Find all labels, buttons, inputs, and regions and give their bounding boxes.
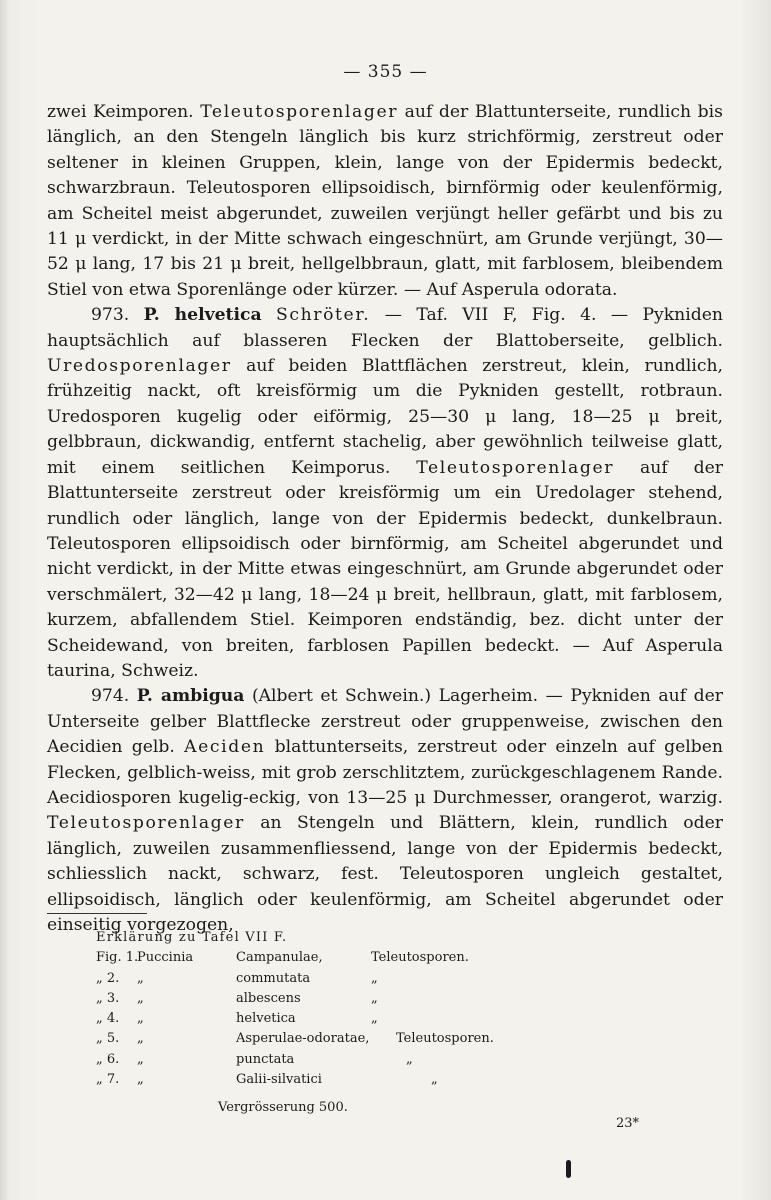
legend-fig: „ 6. (96, 1051, 120, 1067)
legend-fig: „ 2. (96, 970, 120, 986)
legend-species: Campanulae, (236, 950, 323, 966)
legend-genus: „ (137, 1051, 144, 1067)
legend-row (96, 1050, 616, 1070)
legend-genus: „ (137, 1031, 144, 1047)
legend-fig: „ 4. (96, 1011, 120, 1027)
spaced-term: Uredosporenlager (47, 356, 232, 377)
legend-genus: Puccinia (137, 950, 194, 966)
text-run: auf beiden Blattflächen zerstreut, klein, rundlich, frühzeitig nackt, oft kreisförmig um die Pykniden gestellt, rotbraun. Uredosporen kugelig oder eiförmig, 25—30 μ lang, 18—25 μ breit, gelbbraun, dickwandig, entfernt stachelig, aber gewöhnlich teilweise glatt, mit einem seitlichen Keimporus. (47, 356, 723, 478)
legend-species: Asperulae-odoratae, (236, 1031, 370, 1047)
legend-fig: „ 3. (96, 990, 120, 1006)
legend-fig: Fig. 1. (96, 950, 139, 966)
text-run: zwei Keimporen. (47, 102, 201, 122)
text-run: auf der Blattunterseite zerstreut oder kreisförmig um ein Uredolager stehend, rundlich oder länglich, lange von der Epidermis bedeckt, dunkelbraun. Teleutosporen ellipsoidisch oder birnförmig, am Scheitel abgerundet und nicht verdickt, in der Mitte etwas eingeschnürt, am Grunde abgerundet oder verschmälert, 32—42 μ lang, 18—24 μ breit, hellbraun, glatt, mit farblosem, kurzem, abfallendem Stiel. Keimporen endständig, bez. dicht unter der Scheidewand, von breiten, farblosen Papillen bedeckt. — Auf Asperula taurina, Schweiz. (47, 457, 723, 681)
legend-title: Erklärung zu Tafel VII F. (96, 930, 288, 945)
spaced-term: Teleutosporenlager (416, 457, 615, 478)
legend-genus: „ (137, 990, 144, 1006)
legend-note: Teleutosporen. (396, 1031, 494, 1047)
legend-species: Galii-silvatici (236, 1072, 322, 1088)
legend-species: albescens (236, 990, 301, 1006)
text-run (262, 305, 276, 325)
text-run: 974. (91, 686, 137, 707)
legend-fig: „ 5. (96, 1031, 120, 1047)
text-run: auf der Blattunterseite, rundlich bis länglich, an den Stengeln länglich bis kurz strichförmig, zerstreut oder seltener in kleinen Gruppen, klein, lange von der Epidermis bedeckt, schwarzbraun. Teleutosporen ellipsoidisch, birnförmig oder keulenförmig, am Scheitel meist abgerundet, zuweilen verjüngt heller gefärbt und bis zu 11 μ verdickt, in der Mitte schwach eingeschnürt, am Grunde verjüngt, 30—52 μ lang, 17 bis 21 μ breit, hellgelbbraun, glatt, mit farblosem, bleibendem Stiel von etwa Sporenlänge oder kürzer. — Auf Asperula odorata. (47, 102, 724, 300)
spaced-term: Schröter. (276, 305, 371, 326)
legend-note: Teleutosporen. (371, 950, 469, 966)
ink-blot (566, 1160, 571, 1178)
legend-genus: „ (137, 1072, 144, 1088)
species-name: P. helvetica (143, 305, 262, 326)
legend-fig: „ 7. (96, 1072, 120, 1088)
plate-legend (96, 928, 616, 1090)
legend-row (96, 1029, 616, 1049)
spaced-term: Aeciden (184, 737, 266, 758)
paragraph-973-helvetica (47, 303, 723, 684)
spaced-term: Teleutosporenlager (200, 102, 399, 122)
legend-note: „ (431, 1072, 438, 1088)
text-run: (Albert et Schwein.) Lagerheim. — Pykniden auf der Unterseite gelber Blattflecke zerstreut oder gruppenweise, zwischen den Aecidien gelb. (47, 686, 723, 758)
footnote-rule (47, 913, 147, 914)
paragraph-continuation (47, 100, 723, 303)
spaced-term: Teleutosporenlager (47, 813, 245, 834)
legend-note: „ (371, 1011, 378, 1027)
legend-note: „ (371, 990, 378, 1006)
legend-note: „ (406, 1051, 413, 1067)
text-run: 973. (91, 305, 144, 326)
text-run: an Stengeln und Blättern, klein, rundlich oder länglich, zuweilen zusammenfliessend, lange von der Epidermis bedeckt, schliesslich nackt, schwarz, fest. Teleutosporen ungleich gestaltet, ellipsoidisch, länglich oder keulenförmig, am Scheitel abgerundet oder einseitig vorgezogen, (47, 813, 723, 935)
text-run: blattunterseits, zerstreut oder einzeln auf gelben Flecken, gelblich-weiss, mit grob zerschlitztem, zurückgeschlagenem Rande. Aecidiosporen kugelig-eckig, von 13—25 μ Durchmesser, orangerot, warzig. (47, 737, 723, 808)
legend-genus: „ (137, 970, 144, 986)
text-run: — Taf. VII F, Fig. 4. — Pykniden hauptsächlich auf blasseren Flecken der Blattoberseite, gelblich. (47, 305, 723, 351)
legend-species: punctata (236, 1051, 295, 1067)
paragraph-974-ambigua (47, 684, 723, 938)
legend-species: commutata (236, 970, 311, 986)
legend-note: „ (371, 970, 378, 986)
page-number: — 355 — (343, 62, 428, 82)
magnification-note: Vergrösserung 500. (218, 1100, 348, 1115)
body-text (47, 100, 723, 938)
legend-row (96, 1070, 616, 1090)
legend-row (96, 989, 616, 1009)
legend-row (96, 948, 616, 968)
species-name: P. ambigua (136, 686, 245, 707)
legend-row (96, 1009, 616, 1029)
legend-row (96, 969, 616, 989)
legend-species: helvetica (236, 1011, 296, 1027)
legend-genus: „ (137, 1011, 144, 1027)
printer-signature: 23* (616, 1116, 640, 1131)
